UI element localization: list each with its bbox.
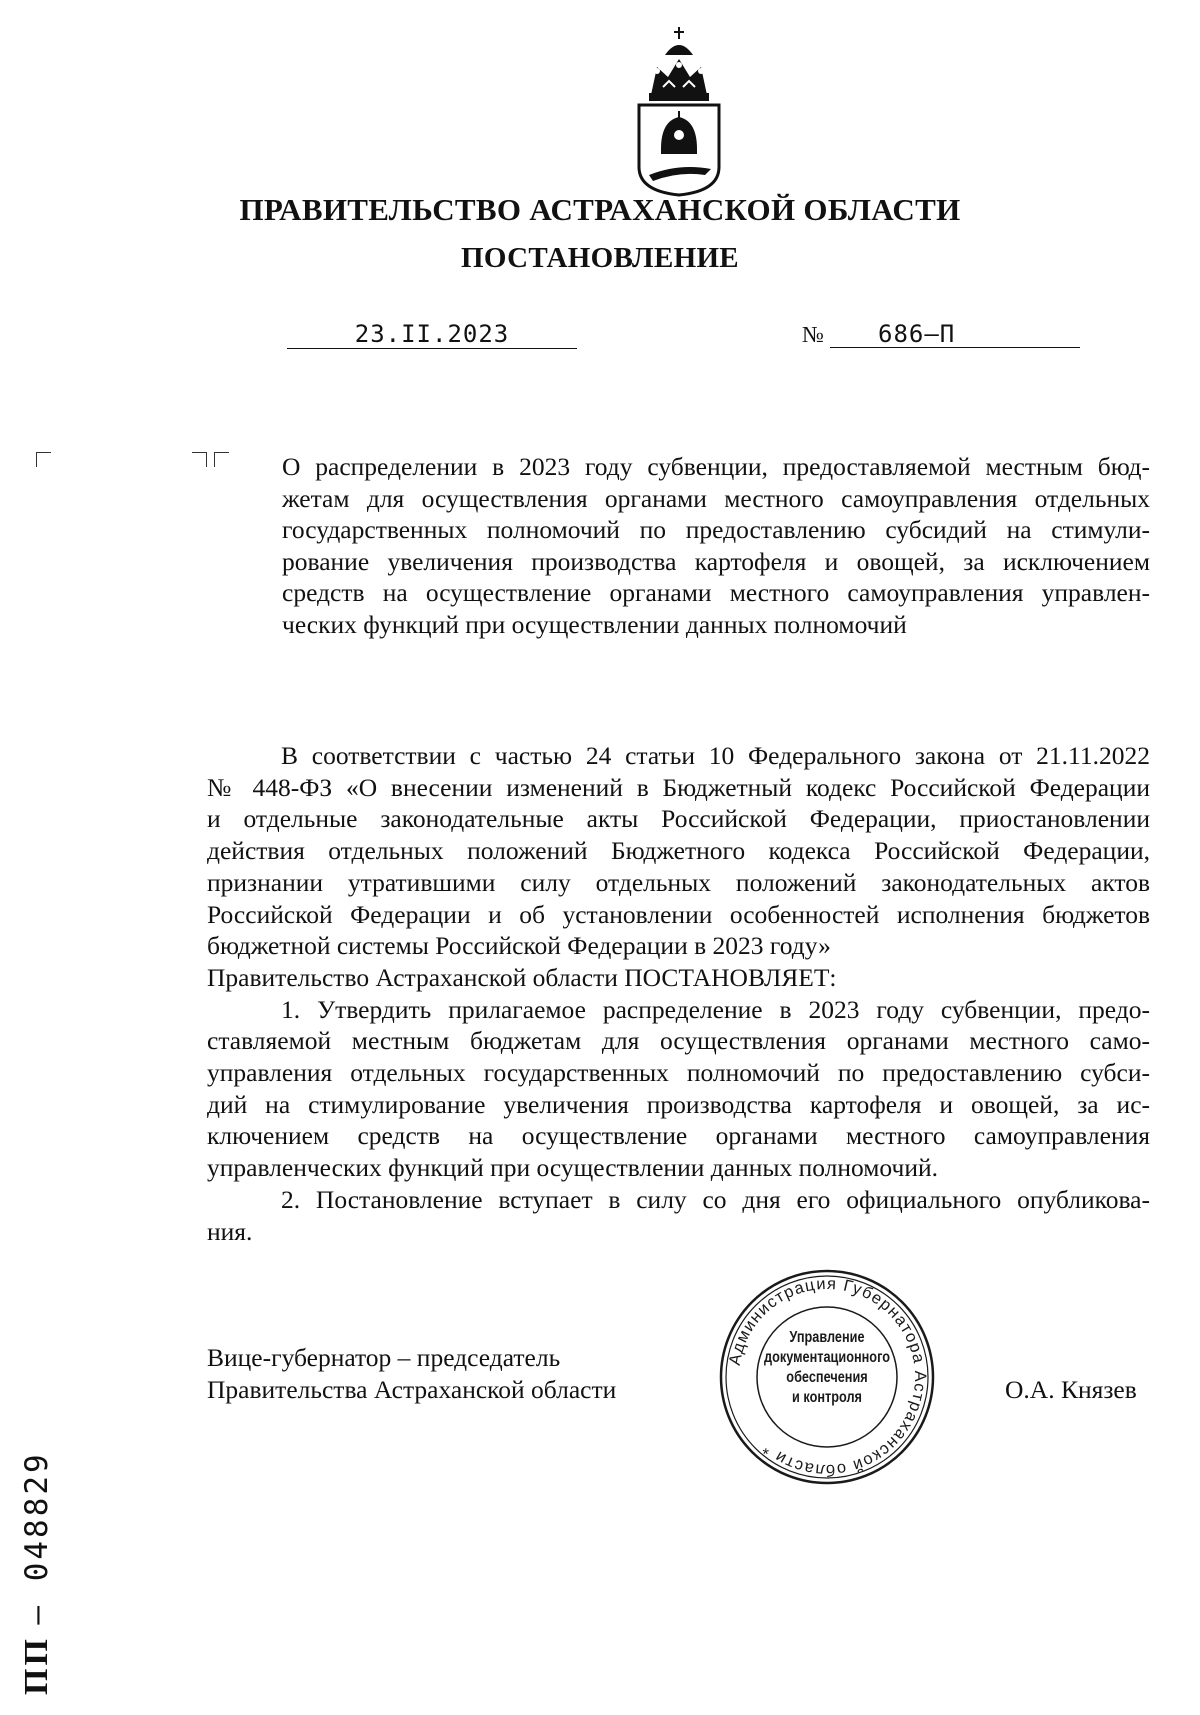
document-body — [207, 740, 1150, 1247]
stamp-center-line: Управление — [789, 1329, 865, 1346]
document-subject — [282, 451, 1150, 640]
document-date: 23.II.2023 — [287, 320, 577, 349]
subject-line: О распределении в 2023 году субвенции, предоставляемой местным бюд- — [282, 452, 1150, 481]
corner-mark-right-a — [192, 452, 207, 467]
stamp-center-line: и контроля — [792, 1389, 862, 1406]
subject-line: жетам для осуществления органами местного самоуправления отдельных — [282, 483, 1150, 513]
corner-mark-right-b — [214, 452, 229, 467]
number-sign: № — [802, 322, 824, 347]
clause-1-line: управления отдельных государственных полномочий по предоставлению субси- — [207, 1058, 1150, 1088]
stamp-center-text — [762, 1328, 892, 1408]
body-line: № 448-ФЗ «О внесении изменений в Бюджетный кодекс Российской Федерации — [207, 772, 1150, 802]
document-type-title: ПОСТАНОВЛЕНИЕ — [461, 242, 739, 274]
clause-1-line: ставляемой местным бюджетам для осуществления органами местного само- — [207, 1026, 1150, 1056]
corner-mark-left — [36, 452, 51, 467]
resolution-line: Правительство Астраханской области ПОСТАНОВЛЯЕТ: — [207, 962, 837, 992]
body-line: признании утратившими силу отдельных положений законодательных актов — [207, 867, 1150, 897]
stamp-ring-text: Администрация Губернатора Астраханской области * — [725, 1274, 930, 1480]
subject-line: средств на осуществление органами местного самоуправления управлен- — [282, 578, 1150, 607]
document-number: 686–П — [830, 320, 1080, 348]
body-line: Российской Федерации и об установлении особенностей исполнения бюджетов — [207, 899, 1150, 929]
body-line: действия отдельных положений Бюджетного кодекса Российской Федерации, — [207, 836, 1150, 866]
side-serial-number — [18, 1405, 56, 1695]
clause-1-line: дий на стимулирование увеличения производства картофеля и овощей, за ис- — [207, 1089, 1150, 1119]
stamp-center-line: документационного — [764, 1349, 890, 1366]
clause-1-line: управленческих функций при осуществлении данных полномочий. — [207, 1153, 939, 1183]
organization-title: ПРАВИТЕЛЬСТВО АСТРАХАНСКОЙ ОБЛАСТИ — [239, 192, 961, 227]
signatory-title-line: Правительства Астраханской области — [207, 1374, 617, 1404]
signatory-title — [207, 1342, 616, 1405]
serial-number: – 048829 — [19, 1451, 55, 1625]
signatory-name: О.А. Князев — [1005, 1375, 1137, 1404]
subject-line: государственных полномочий по предоставлению субсидий на стимули- — [282, 515, 1150, 544]
clause-1-line: 1. Утвердить прилагаемое распределение в 2023 году субвенции, предо- — [281, 994, 1150, 1024]
subject-line: рование увеличения производства картофеля и овощей, за исключением — [282, 546, 1150, 576]
clause-2-line: ния. — [207, 1216, 253, 1246]
clause-1-line: ключением средств на осуществление органами местного самоуправления — [207, 1121, 1150, 1151]
coat-of-arms-icon — [635, 25, 723, 197]
stamp-center-line: обеспечения — [786, 1369, 868, 1386]
body-line: В соответствии с частью 24 статьи 10 Федерального закона от 21.11.2022 — [281, 741, 1150, 770]
serial-prefix: ПП — [18, 1636, 55, 1695]
signatory-title-line: Вице-губернатор – председатель — [207, 1343, 561, 1372]
subject-line: ческих функций при осуществлении данных полномочий — [282, 609, 907, 639]
body-line: и отдельные законодательные акты Российской Федерации, приостановлении — [207, 804, 1150, 834]
body-line: бюджетной системы Российской Федерации в 2023 году» — [207, 931, 831, 961]
clause-2-line: 2. Постановление вступает в силу со дня его официального опубликова- — [281, 1184, 1150, 1214]
